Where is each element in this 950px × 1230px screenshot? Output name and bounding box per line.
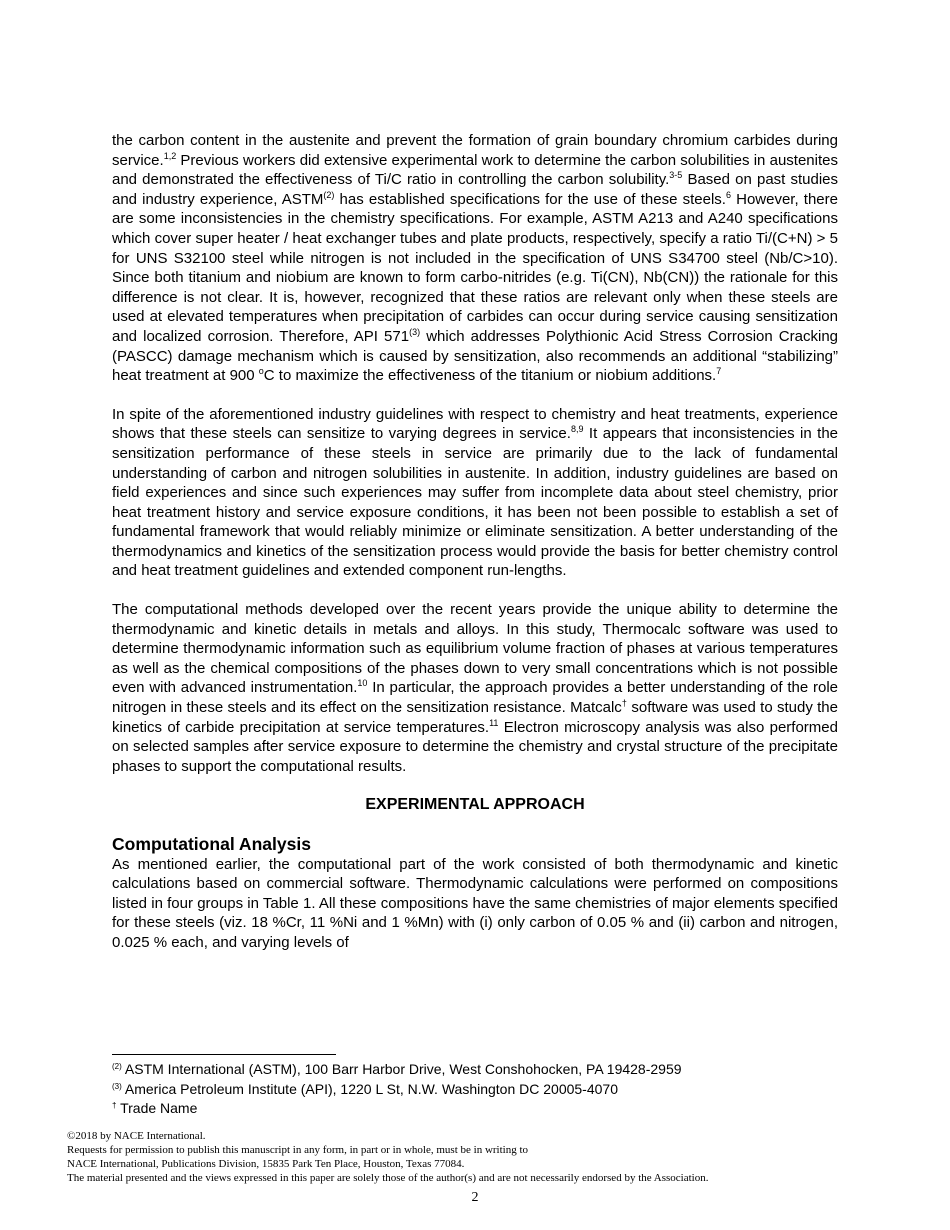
copyright-notice [67, 1129, 887, 1185]
text-run: However, there are some inconsistencies in the chemistry specifications. For example, ASTM A213 and A240 specifications which cover super heater / heat exchanger tubes and plate products, respectively, specify a ratio Ti/(C+N) > 5 for UNS S32100 steel while nitrogen is not included in the specification of UNS S34700 steel (Nb/C>10). Since both titanium and niobium are known to form carbo-nitrides (e.g. Ti(CN), Nb(CN)) the rationale for this difference is not clear. It is, however, recognized that these ratios are relevant only when these steels are used at elevated temperatures when precipitation of carbides can occur during service causing sensitization and localized corrosion. Therefore, API 571 [112, 190, 838, 345]
footnote-mark: (2) [112, 1062, 122, 1071]
footnote-trade-name [112, 1099, 838, 1119]
section-heading: EXPERIMENTAL APPROACH [365, 796, 585, 814]
text-run: the carbon content in the austenite and prevent the formation of grain boundary chromium carbides during service. [112, 132, 838, 169]
citation-ref: 1,2 [163, 150, 177, 161]
text-run: As mentioned earlier, the computational part of the work consisted of both thermodynamic and kinetic calculations based on commercial software. Thermodynamic calculations were performed on compositions listed in four groups in Table 1. All these compositions have the same chemistries of major elements specified for these steels (viz. 18 %Cr, 11 %Ni and 1 %Mn) with (i) only carbon of 0.05 % and (ii) carbon and nitrogen, 0.025 % each, and varying levels of [112, 855, 838, 951]
footnote-ref: (2) [323, 189, 335, 200]
trademark-ref: † [621, 698, 628, 709]
subsection-heading: Computational Analysis [112, 834, 312, 854]
text-run: In spite of the aforementioned industry guidelines with respect to chemistry and heat treatments, experience shows that these steels can sensitize to varying degrees in service. [112, 405, 838, 443]
citation-ref: 10 [357, 678, 368, 689]
footnote-text: America Petroleum Institute (API), 1220 L St, N.W. Washington DC 20005-4070 [121, 1080, 618, 1097]
permission-line: Requests for permission to publish this manuscript in any form, in part or in whole, must be in writing to [67, 1144, 529, 1156]
main-text-column [112, 131, 838, 953]
paragraph-industry-guidelines [112, 405, 838, 581]
text-run: In particular, the approach provides a better understanding of the role nitrogen in these steels and its effect on the sensitization resistance. Matcalc [112, 679, 838, 717]
footnote-ref: (3) [409, 326, 421, 337]
footnote-api [112, 1080, 838, 1100]
address-line: NACE International, Publications Division, 15835 Park Ten Place, Houston, Texas 77084. [67, 1158, 465, 1170]
citation-ref: 6 [725, 189, 731, 200]
page-number: 2 [471, 1190, 479, 1205]
citation-ref: 7 [716, 366, 722, 377]
text-run: The computational methods developed over the recent years provide the unique ability to determine the thermodynamic and kinetic details in metals and alloys. In this study, Thermocalc software was used to determine thermodynamic information such as equilibrium volume fraction of phases at various temperatures as well as the chemical compositions of the phases down to very small concentrations which is not possible even with advanced instrumentation. [112, 601, 838, 697]
footnote-mark: † [112, 1101, 117, 1110]
footnote-divider [112, 1054, 336, 1055]
text-run: which addresses Polythionic Acid Stress Corrosion Cracking (PASCC) damage mechanism which is caused by sensitization, also recommends an additional “stabilizing” heat treatment at 900 [112, 327, 838, 385]
text-run: Based on past studies and industry experience, ASTM [112, 171, 839, 208]
footnote-astm [112, 1060, 838, 1080]
text-run: software was used to study the kinetics of carbide precipitation at service temperatures. [112, 699, 838, 736]
text-run: Previous workers did extensive experimental work to determine the carbon solubilities in austenites and demonstrated the effectiveness of Ti/C ratio in controlling the carbon solubility. [112, 151, 838, 189]
copyright-line: ©2018 by NACE International. [67, 1130, 206, 1142]
footnotes [112, 1060, 838, 1119]
paragraph-computational-methods [112, 600, 838, 776]
degree-symbol: o [258, 366, 264, 377]
disclaimer-line: The material presented and the views expressed in this paper are solely those of the author(s) and are not necessarily endorsed by the Association. [67, 1172, 709, 1184]
paragraph-computational-analysis [112, 855, 838, 953]
text-run: Electron microscopy analysis was also performed on selected samples after service exposure to determine the chemistry and crystal structure of the precipitate phases to support the computational results. [112, 718, 838, 775]
text-run: It appears that inconsistencies in the sensitization performance of these steels in service are primarily due to the lack of fundamental understanding of carbon and nitrogen solubilities in austenite. In addition, industry guidelines are based on field experiences and since such experiences may suffer from incomplete data about steel chemistry, prior heat treatment history and service exposure conditions, it has been not been possible to establish a set of fundamental framework that would reliably minimize or eliminate sensitization. A better understanding of the thermodynamics and kinetics of the sensitization process would provide the basis for better chemistry control and heat treatment guidelines and extended component run-lengths. [112, 425, 839, 580]
footnote-mark: (3) [112, 1081, 122, 1091]
footnote-text: ASTM International (ASTM), 100 Barr Harbor Drive, West Conshohocken, PA 19428-2959 [121, 1061, 682, 1077]
text-run: C to maximize the effectiveness of the titanium or niobium additions. [263, 367, 717, 385]
citation-ref: 11 [489, 717, 499, 728]
paragraph-intro-continuation [112, 131, 838, 386]
text-run: has established specifications for the use of these steels. [334, 190, 726, 208]
citation-ref: 8,9 [570, 424, 584, 435]
footnote-text: Trade Name [116, 1100, 198, 1116]
citation-ref: 3-5 [669, 170, 683, 181]
